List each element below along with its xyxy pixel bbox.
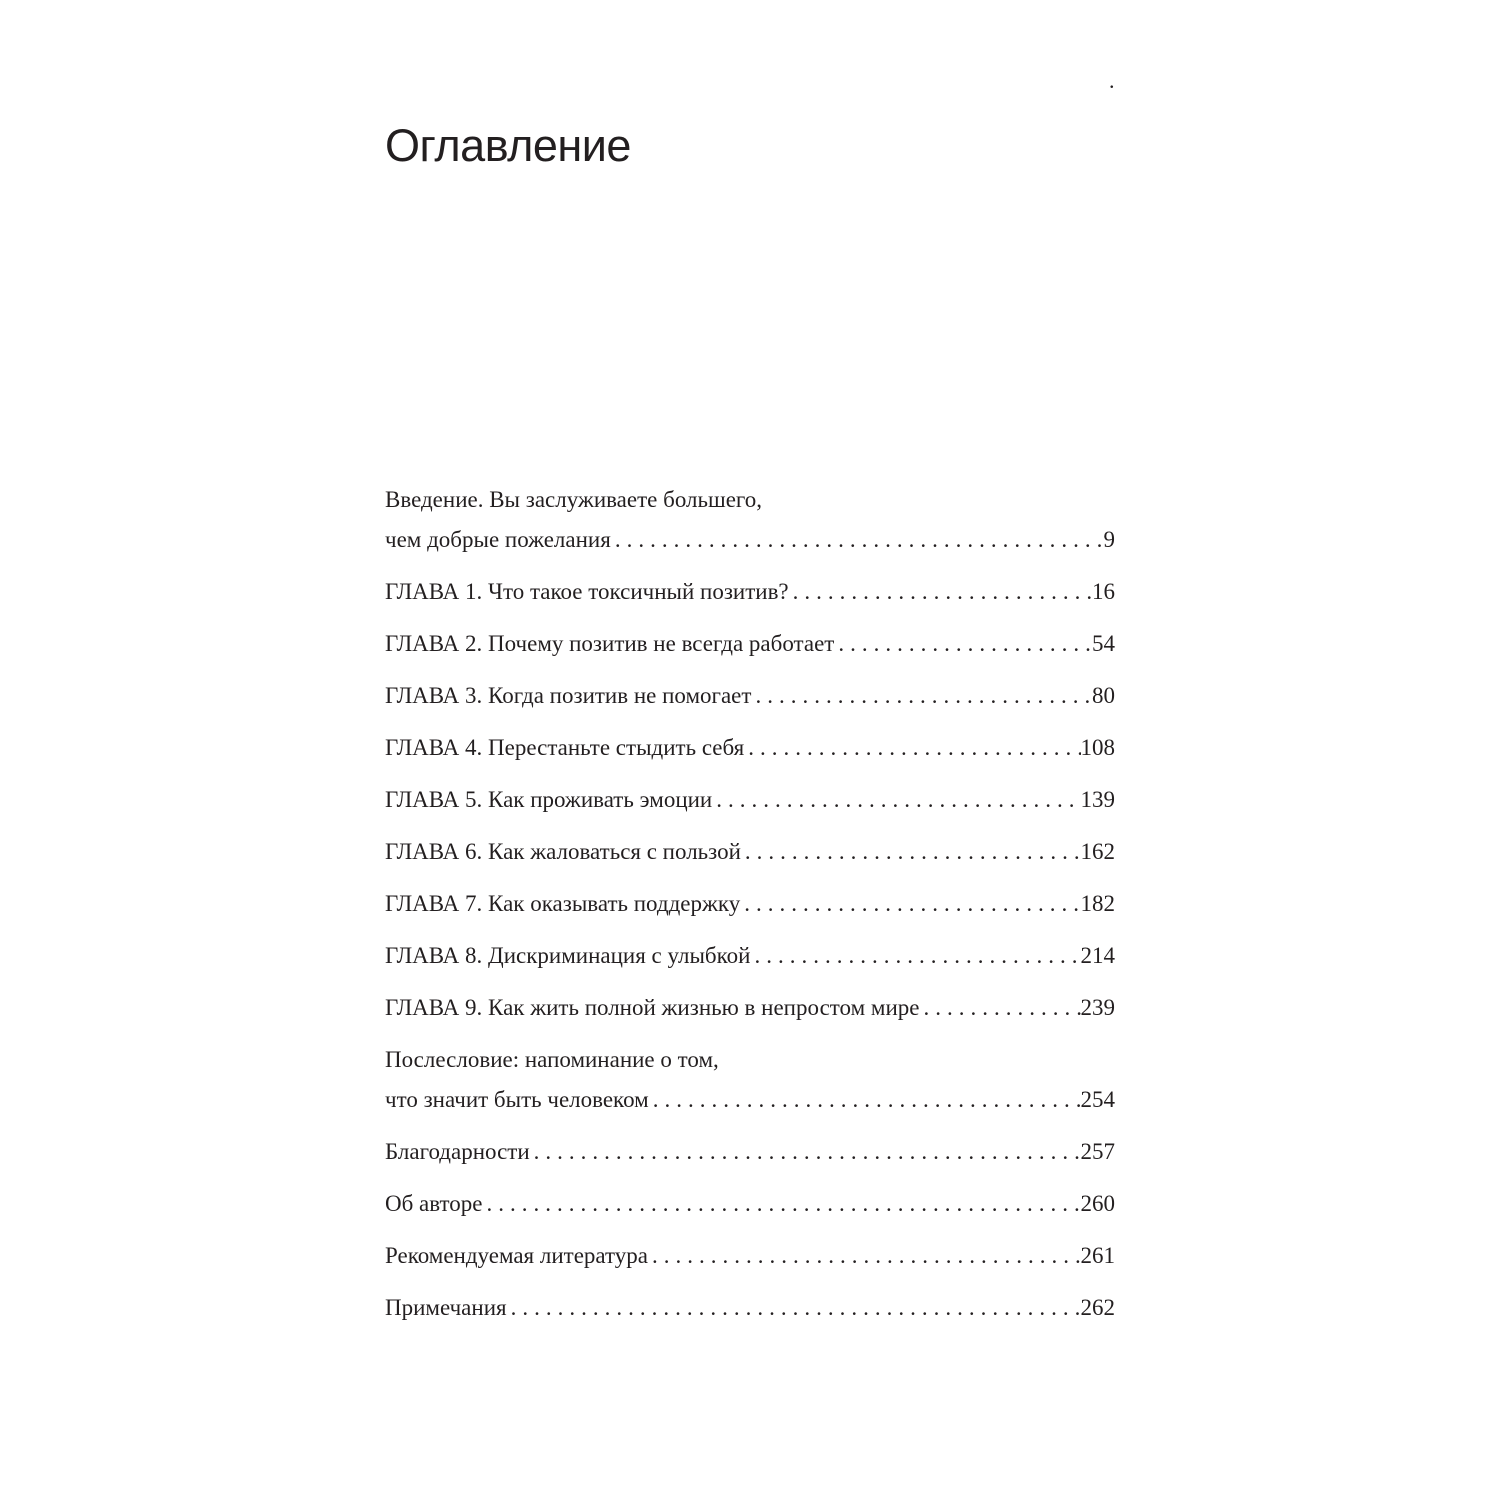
dot-leader <box>712 780 1080 820</box>
toc-entry-acknowledgements[interactable] <box>385 1132 1115 1172</box>
toc-entry-about-author[interactable] <box>385 1184 1115 1224</box>
dot-leader <box>919 988 1080 1028</box>
toc-entry-recommended-reading[interactable] <box>385 1236 1115 1276</box>
toc-entry-page: 16 <box>1092 579 1115 604</box>
toc-entry-label: Об авторе <box>385 1191 483 1216</box>
toc-entry-label: ГЛАВА 1. Что такое токсичный позитив? <box>385 579 789 604</box>
dot-leader <box>740 884 1080 924</box>
toc-entry-page: 108 <box>1080 735 1115 760</box>
toc-entry-chapter-4[interactable] <box>385 728 1115 768</box>
dot-leader <box>648 1236 1081 1276</box>
toc-entry-label: Благодарности <box>385 1139 530 1164</box>
table-of-contents <box>385 480 1115 1328</box>
toc-entry-label: ГЛАВА 8. Дискриминация с улыбкой <box>385 943 751 968</box>
toc-entry-notes[interactable] <box>385 1288 1115 1328</box>
dot-leader <box>530 1132 1081 1172</box>
toc-entry-afterword[interactable] <box>385 1040 1115 1120</box>
toc-entry-label: ГЛАВА 4. Перестаньте стыдить себя <box>385 735 745 760</box>
toc-entry-page: 214 <box>1080 943 1115 968</box>
toc-entry-page: 162 <box>1080 839 1115 864</box>
dot-leader <box>834 624 1092 664</box>
toc-entry-label: ГЛАВА 6. Как жаловаться с пользой <box>385 839 741 864</box>
toc-entry-page: 54 <box>1092 631 1115 656</box>
dot-leader <box>751 676 1092 716</box>
toc-entry-page: 254 <box>1080 1087 1115 1112</box>
toc-entry-chapter-8[interactable] <box>385 936 1115 976</box>
toc-entry-label-line1: Послесловие: напоминание о том, <box>385 1047 719 1072</box>
dot-leader <box>483 1184 1081 1224</box>
toc-entry-chapter-7[interactable] <box>385 884 1115 924</box>
toc-entry-label-line2: что значит быть человеком <box>385 1087 649 1112</box>
toc-entry-page: 239 <box>1080 995 1115 1020</box>
toc-entry-label: ГЛАВА 9. Как жить полной жизнью в непростом мире <box>385 995 920 1020</box>
dot-leader <box>741 832 1081 872</box>
toc-entry-page: 182 <box>1080 891 1115 916</box>
toc-entry-label-line1: Введение. Вы заслуживаете большего, <box>385 487 763 512</box>
toc-entry-page: 262 <box>1080 1295 1115 1320</box>
page-title: Оглавление <box>385 120 631 171</box>
toc-entry-page: 260 <box>1080 1191 1115 1216</box>
toc-entry-chapter-3[interactable] <box>385 676 1115 716</box>
corner-mark: . <box>1109 68 1115 93</box>
dot-leader <box>611 520 1104 560</box>
toc-entry-page: 261 <box>1080 1243 1115 1268</box>
dot-leader <box>507 1288 1081 1328</box>
toc-entry-page: 9 <box>1103 527 1115 552</box>
toc-entry-label: Рекомендуемая литература <box>385 1243 648 1268</box>
toc-entry-label: ГЛАВА 5. Как проживать эмоции <box>385 787 713 812</box>
toc-entry-label: Примечания <box>385 1295 507 1320</box>
dot-leader <box>744 728 1080 768</box>
dot-leader <box>789 572 1092 612</box>
toc-entry-page: 257 <box>1080 1139 1115 1164</box>
toc-entry-chapter-6[interactable] <box>385 832 1115 872</box>
toc-entry-chapter-1[interactable] <box>385 572 1115 612</box>
toc-entry-label: ГЛАВА 3. Когда позитив не помогает <box>385 683 752 708</box>
toc-entry-label: ГЛАВА 2. Почему позитив не всегда работает <box>385 631 835 656</box>
toc-entry-label: ГЛАВА 7. Как оказывать поддержку <box>385 891 741 916</box>
toc-entry-page: 139 <box>1080 787 1115 812</box>
toc-entry-page: 80 <box>1092 683 1115 708</box>
toc-entry-chapter-2[interactable] <box>385 624 1115 664</box>
dot-leader <box>649 1080 1081 1120</box>
dot-leader <box>750 936 1080 976</box>
toc-entry-introduction[interactable] <box>385 480 1115 560</box>
toc-entry-chapter-9[interactable] <box>385 988 1115 1028</box>
toc-entry-label-line2: чем добрые пожелания <box>385 527 611 552</box>
toc-entry-chapter-5[interactable] <box>385 780 1115 820</box>
